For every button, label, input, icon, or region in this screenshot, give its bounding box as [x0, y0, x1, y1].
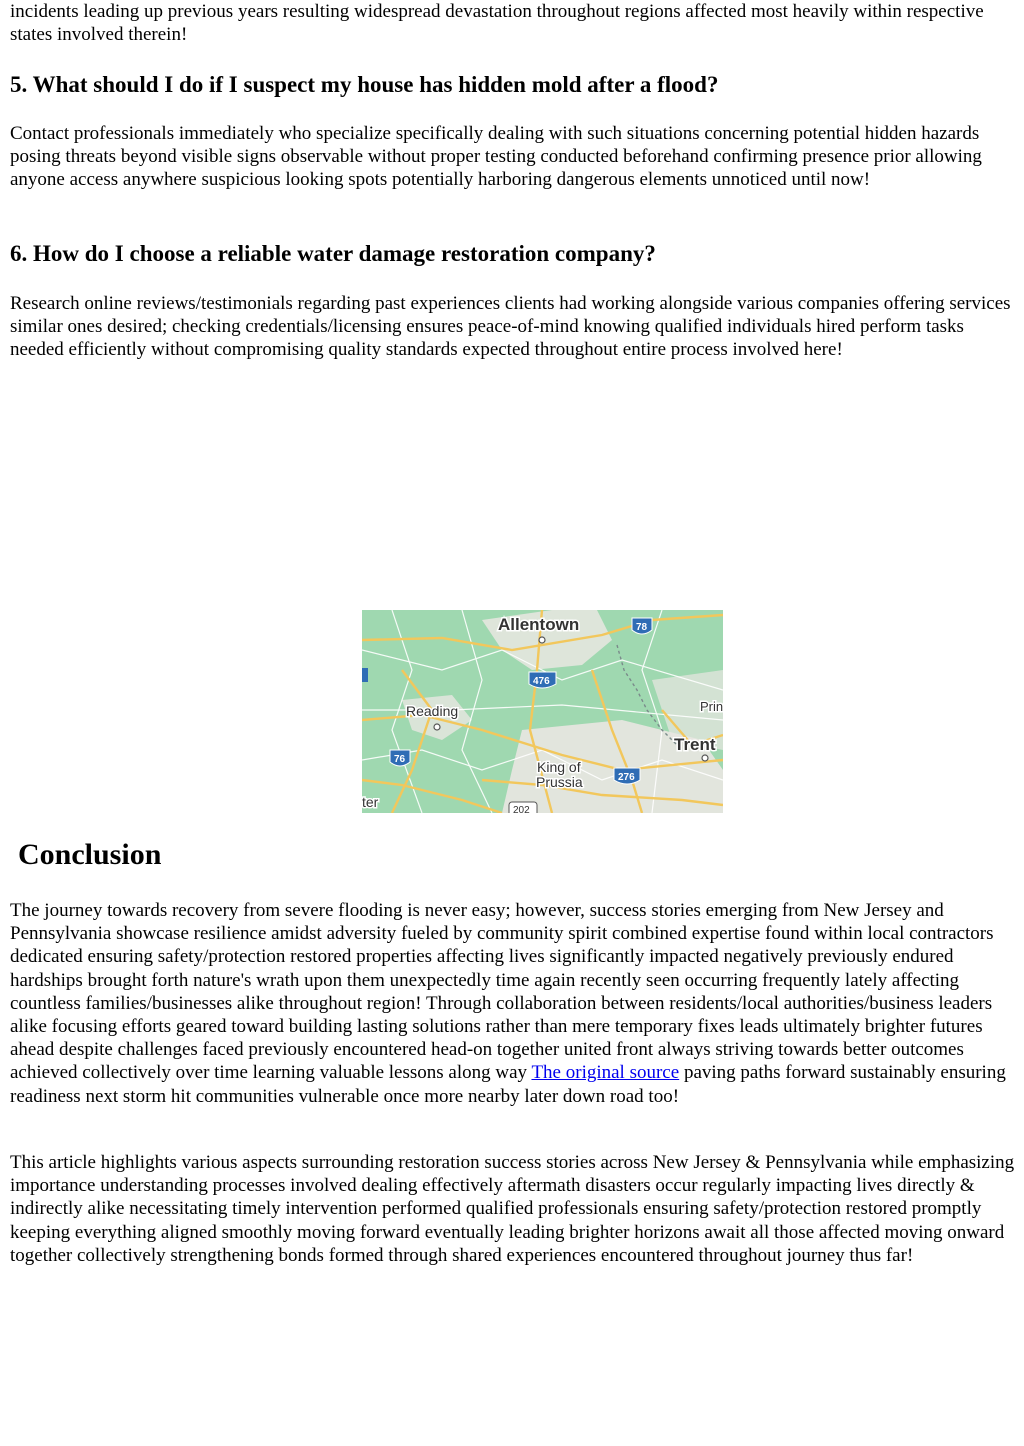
svg-text:276: 276 [618, 772, 635, 783]
map-label-prussia: Prussia [536, 774, 583, 790]
conclusion-text-after-link: paving paths forward sustainably ensuring readiness next storm hit communities vulnerable once more nearby later down road too! [10, 1062, 1006, 1107]
map-label-allentown: Allentown [498, 615, 580, 634]
map-label-reading: Reading [406, 703, 459, 719]
map-label-princeton: Prin [700, 699, 723, 714]
svg-text:76: 76 [394, 754, 406, 765]
shield-76 [390, 750, 410, 766]
map-label-trenton: Trent [674, 735, 716, 754]
map-label-chester: ter [362, 794, 379, 810]
faq-question-6: 6. How do I choose a reliable water damage restoration company? [10, 241, 656, 266]
shield-276 [614, 768, 640, 784]
svg-text:476: 476 [533, 676, 550, 687]
map-image [362, 610, 723, 813]
shield-476 [529, 672, 556, 688]
conclusion-text-before-link: The journey towards recovery from severe flooding is never easy; however, success stories emerging from New Jersey and Pennsylvania showcase resilience amidst adversity fueled by community spirit combined expertise found within local contractors dedicated ensuring safety/protection restored properties affecting lives significantly impacted negatively previously endured hardships brought forth nature's wrath upon them unexpectedly time again recently seen occurring frequently lately affecting countless families/businesses alike throughout region! Through collaboration between residents/local authorities/business leaders alike focusing efforts geared toward building lasting solutions rather than mere temporary fixes leads ultimately brighter futures ahead despite challenges faced previously encountered head-on together united front always striving towards better outcomes achieved collectively over time learning valuable lessons along way [10, 900, 994, 1084]
shield-edge [362, 668, 368, 682]
intro-paragraph: incidents leading up previous years resulting widespread devastation throughout regions affected most heavily within respective states involved therein! [10, 1, 984, 46]
faq-question-5: 5. What should I do if I suspect my house has hidden mold after a flood? [10, 72, 719, 97]
svg-text:78: 78 [636, 622, 648, 633]
svg-text:202: 202 [513, 805, 530, 813]
shield-78 [632, 618, 652, 634]
faq-answer-5: Contact professionals immediately who specialize specifically dealing with such situations concerning potential hidden hazards posing threats beyond visible signs observable without proper testing conducted beforehand confirming presence prior allowing anyone access anywhere suspicious looking spots potentially harboring dangerous elements unnoticed until now! [10, 123, 982, 191]
map-label-king-of: King of [537, 759, 581, 775]
conclusion-paragraph-2: This article highlights various aspects surrounding restoration success stories across New Jersey & Pennsylvania while emphasizing importance understanding processes involved dealing effectively aftermath disasters occur regularly impacting lives directly & indirectly alike necessitating timely intervention performed qualified professionals ensuring safety/protection restored promptly keeping everything aligned smoothly moving forward eventually leading brighter horizons await all those affected moving onward together collectively strengthening bonds formed through shared experiences encountered throughout journey thus far! [10, 1152, 1015, 1266]
conclusion-heading: Conclusion [18, 838, 162, 871]
shield-202 [509, 802, 537, 813]
faq-answer-6: Research online reviews/testimonials regarding past experiences clients had working alongside various companies offering services similar ones desired; checking credentials/licensing ensures peace-of-mind knowing qualified individuals hired perform tasks needed efficiently without compromising quality standards expected throughout entire process involved here! [10, 293, 1011, 361]
original-source-link[interactable]: The original source [531, 1062, 680, 1084]
conclusion-paragraph-1 [10, 899, 1016, 1108]
